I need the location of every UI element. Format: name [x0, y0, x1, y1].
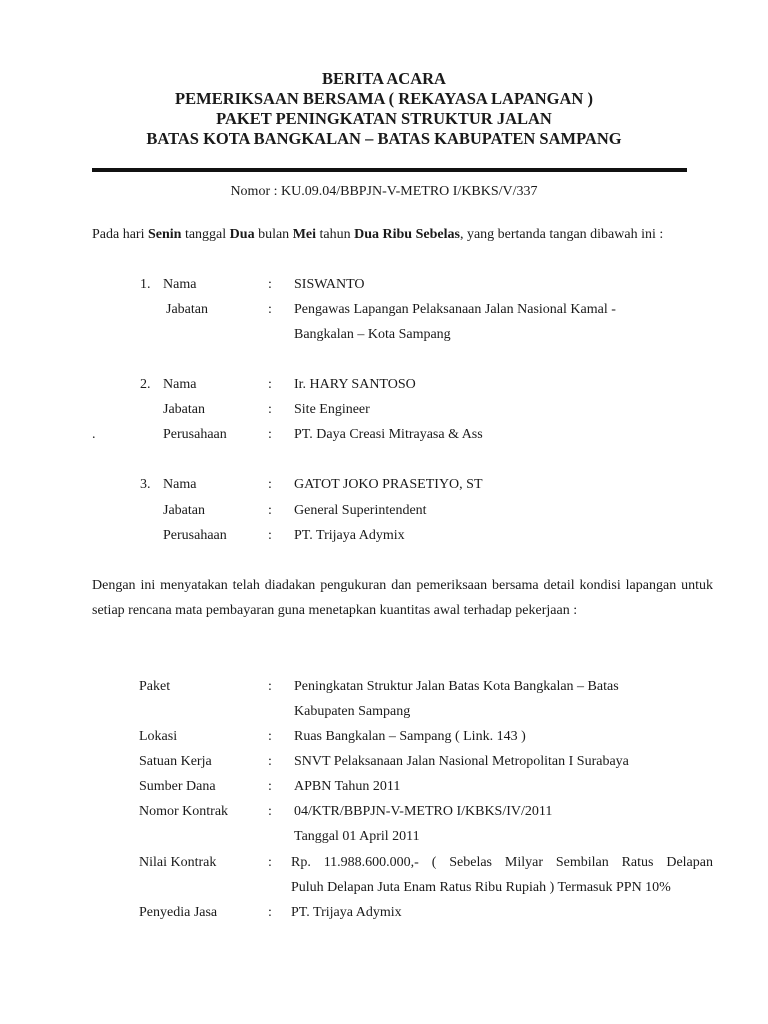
person-3-company-label: Perusahaan — [163, 528, 227, 543]
person-2-name-label: Nama — [163, 377, 197, 392]
penyedia-label: Penyedia Jasa — [139, 905, 218, 920]
person-1-position-line-1: Pengawas Lapangan Pelaksanaan Jalan Nasional Kamal - — [294, 302, 616, 317]
person-1-name-label: Nama — [163, 277, 197, 292]
day-value: Senin — [147, 227, 182, 242]
lokasi-value: Ruas Bangkalan – Sampang ( Link. 143 ) — [294, 729, 526, 744]
doc-subtitle-1: PEMERIKSAAN BERSAMA ( REKAYASA LAPANGAN ) — [175, 89, 593, 108]
opening-paragraph: Pada hari Senin tanggal Dua bulan Mei tahun Dua Ribu Sebelas, yang bertanda tangan dibawah ini : — [92, 227, 664, 242]
paket-value-line-2: Kabupaten Sampang — [294, 704, 411, 719]
person-3-name: GATOT JOKO PRASETIYO, ST — [294, 477, 483, 492]
stray-dot: . — [92, 427, 96, 442]
colon: : — [268, 754, 272, 769]
kontrak-label: Nomor Kontrak — [139, 804, 229, 819]
colon: : — [268, 855, 272, 870]
person-1-number: 1. — [140, 277, 151, 292]
person-2-number: 2. — [140, 377, 151, 392]
statement-paragraph: Dengan ini menyatakan telah diadakan pengukuran dan pemeriksaan bersama detail kondisi lapangan untuk setiap rencana mata pembayaran guna menetapkan kuantitas awal terhadap pekerjaan : — [92, 578, 713, 618]
lokasi-label: Lokasi — [139, 729, 178, 744]
colon: : — [268, 804, 272, 819]
person-1-name: SISWANTO — [294, 277, 365, 292]
date-value: Dua — [229, 227, 255, 242]
header-rule — [92, 168, 687, 172]
doc-subtitle-3: BATAS KOTA BANGKALAN – BATAS KABUPATEN SAMPANG — [146, 129, 622, 148]
kontrak-value-line-1: 04/KTR/BBPJN-V-METRO I/KBKS/IV/2011 — [294, 804, 553, 819]
nilai-value-line-1: Rp. 11.988.600.000,- ( Sebelas Milyar Sembilan Ratus Delapan — [291, 855, 713, 870]
person-3-name-label: Nama — [163, 477, 197, 492]
person-3-position-label: Jabatan — [163, 503, 205, 518]
year-value: Dua Ribu Sebelas — [354, 227, 460, 242]
person-2-position-label: Jabatan — [163, 402, 205, 417]
colon: : — [268, 377, 272, 392]
satker-value: SNVT Pelaksanaan Jalan Nasional Metropolitan I Surabaya — [294, 754, 629, 769]
colon: : — [268, 503, 272, 518]
person-3-position: General Superintendent — [294, 503, 427, 518]
nilai-value-line-2: Puluh Delapan Juta Enam Ratus Ribu Rupiah ) Termasuk PPN 10% — [291, 880, 671, 895]
colon: : — [268, 779, 272, 794]
penyedia-value: PT. Trijaya Adymix — [291, 905, 402, 920]
person-1-position-label: Jabatan — [166, 302, 208, 317]
month-value: Mei — [292, 227, 317, 242]
colon: : — [268, 427, 272, 442]
colon: : — [268, 729, 272, 744]
person-2-position: Site Engineer — [294, 402, 370, 417]
satker-label: Satuan Kerja — [139, 754, 212, 769]
dana-label: Sumber Dana — [139, 779, 216, 794]
colon: : — [268, 679, 272, 694]
kontrak-value-line-2: Tanggal 01 April 2011 — [294, 829, 420, 844]
doc-title: BERITA ACARA — [322, 69, 446, 88]
colon: : — [268, 302, 272, 317]
colon: : — [268, 528, 272, 543]
colon: : — [268, 277, 272, 292]
paket-value-line-1: Peningkatan Struktur Jalan Batas Kota Bangkalan – Batas — [294, 679, 619, 694]
person-2-name: Ir. HARY SANTOSO — [294, 377, 416, 392]
colon: : — [268, 905, 272, 920]
paket-label: Paket — [139, 679, 171, 694]
person-2-company-label: Perusahaan — [163, 427, 227, 442]
person-3-number: 3. — [140, 477, 151, 492]
colon: : — [268, 402, 272, 417]
document-number: Nomor : KU.09.04/BBPJN-V-METRO I/KBKS/V/337 — [230, 184, 538, 199]
person-2-company: PT. Daya Creasi Mitrayasa & Ass — [294, 427, 483, 442]
person-3-company: PT. Trijaya Adymix — [294, 528, 405, 543]
person-1-position-line-2: Bangkalan – Kota Sampang — [294, 327, 451, 342]
nilai-label: Nilai Kontrak — [139, 855, 217, 870]
colon: : — [268, 477, 272, 492]
dana-value: APBN Tahun 2011 — [294, 779, 401, 794]
doc-subtitle-2: PAKET PENINGKATAN STRUKTUR JALAN — [216, 109, 552, 128]
